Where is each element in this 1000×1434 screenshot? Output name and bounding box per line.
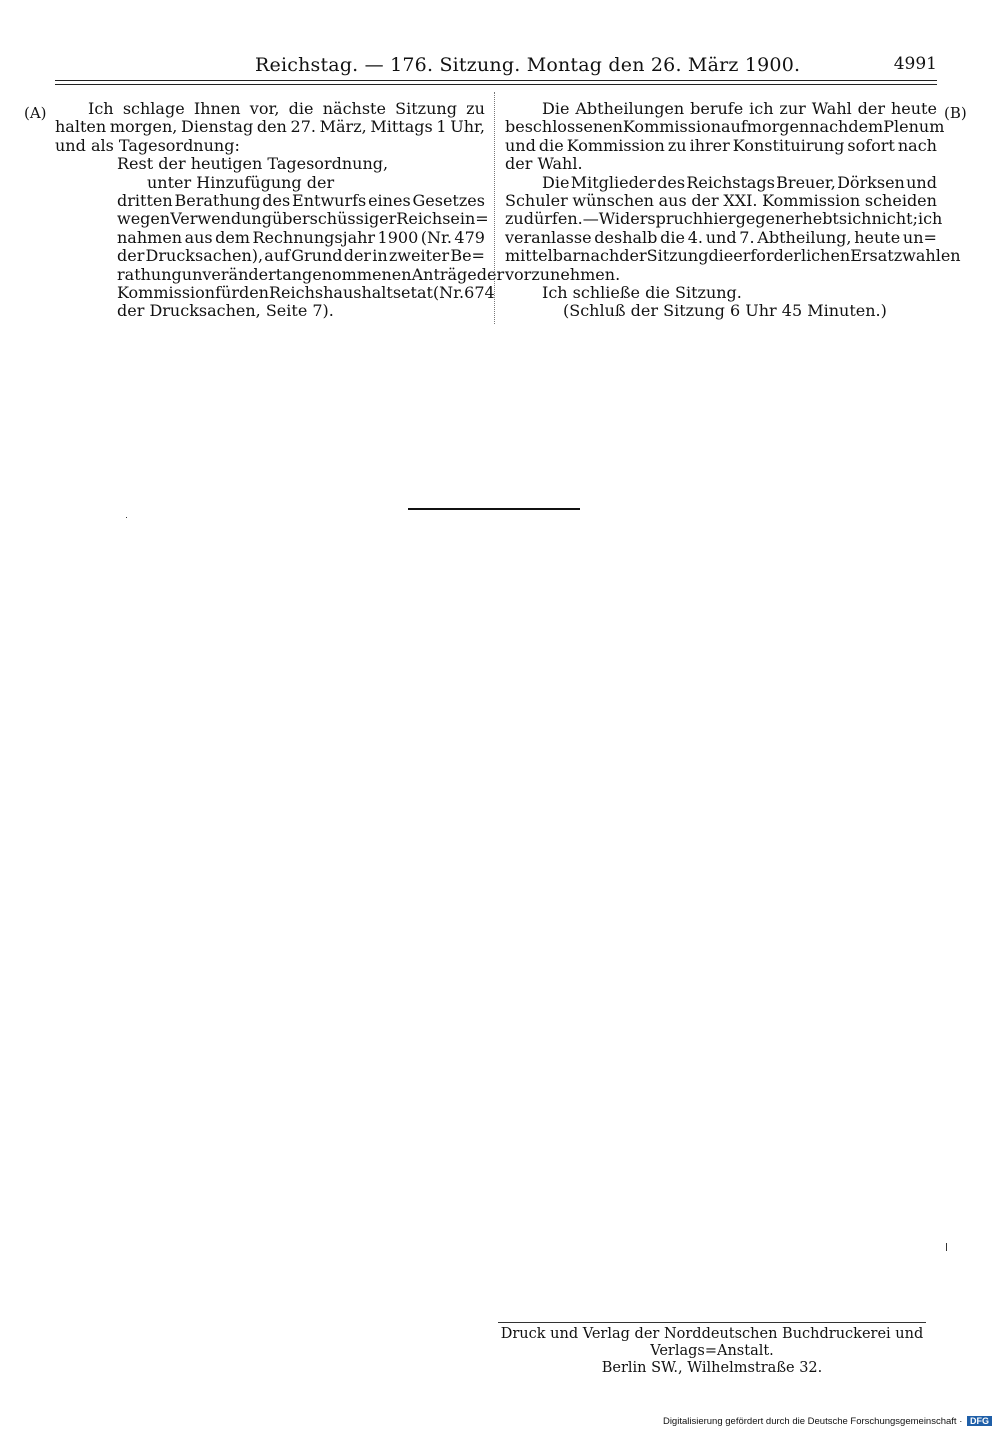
word: Berathung bbox=[174, 191, 261, 211]
text-line bbox=[55, 118, 485, 136]
text-line: und als Tagesordnung: bbox=[55, 135, 240, 155]
word: Kommission bbox=[622, 117, 721, 137]
print-speck bbox=[946, 1243, 947, 1251]
word: Kommission bbox=[117, 283, 216, 303]
word: Plenum bbox=[883, 117, 945, 137]
word: Die bbox=[542, 99, 570, 118]
text-line bbox=[55, 247, 485, 265]
word: zweiter bbox=[388, 246, 450, 266]
page-number: 4991 bbox=[893, 54, 937, 74]
word: morgen, bbox=[109, 117, 178, 137]
word: den bbox=[238, 283, 269, 303]
word: des bbox=[262, 191, 291, 211]
text-line bbox=[505, 192, 937, 210]
imprint-line: Druck und Verlag der Norddeutschen Buchdruckerei und Verlags=Anstalt. bbox=[500, 1326, 924, 1359]
word: rathung bbox=[117, 264, 182, 284]
word: Sitzung bbox=[395, 99, 457, 118]
text-line bbox=[55, 264, 505, 284]
print-speck bbox=[126, 517, 127, 518]
word: wünschen bbox=[572, 191, 654, 211]
word: scheiden bbox=[864, 191, 937, 211]
word: Ersatzwahlen bbox=[850, 246, 961, 266]
dfg-logo: DFG bbox=[967, 1416, 992, 1426]
word: aus bbox=[658, 191, 687, 211]
word: schlage bbox=[122, 99, 185, 118]
word: nächste bbox=[322, 99, 386, 118]
word: sich bbox=[838, 209, 872, 229]
word: und bbox=[705, 227, 737, 247]
text-line bbox=[55, 283, 495, 303]
header-rule-bottom bbox=[55, 84, 937, 85]
imprint-rule bbox=[498, 1322, 926, 1323]
text-line: der Wahl. bbox=[505, 154, 583, 174]
word: und bbox=[906, 172, 937, 192]
word: (Nr. bbox=[432, 283, 465, 303]
header-rule-top bbox=[55, 80, 937, 81]
word: nach bbox=[897, 135, 937, 155]
text-line: unter Hinzufügung der bbox=[147, 172, 335, 192]
word: die bbox=[288, 99, 314, 118]
word: Grund bbox=[291, 246, 343, 266]
word: der bbox=[476, 264, 505, 284]
imprint-line: Berlin SW., Wilhelmstraße 32. bbox=[601, 1360, 823, 1376]
word: aus bbox=[184, 227, 213, 247]
word: ich bbox=[917, 209, 943, 229]
page-header bbox=[55, 54, 937, 80]
word: berufe bbox=[690, 99, 744, 118]
word: (Nr. bbox=[420, 227, 452, 247]
word: und bbox=[505, 135, 536, 155]
word: Die bbox=[542, 172, 570, 192]
word: Be= bbox=[450, 246, 485, 266]
text-line bbox=[505, 246, 961, 266]
text-line: (Schluß der Sitzung 6 Uhr 45 Minuten.) bbox=[563, 301, 887, 321]
word: Schuler bbox=[505, 191, 568, 211]
word: Anträge bbox=[411, 264, 477, 284]
page-title: Reichstag. — 176. Sitzung. Montag den 26. März 1900. bbox=[255, 54, 801, 76]
column-divider bbox=[494, 92, 495, 324]
word: Ihnen bbox=[193, 99, 241, 118]
word: 4. bbox=[687, 227, 703, 247]
text-line bbox=[505, 137, 937, 155]
word: auf bbox=[264, 246, 291, 266]
text-line bbox=[505, 174, 937, 192]
word: der bbox=[117, 246, 145, 266]
word: Wahl bbox=[811, 99, 852, 118]
word: Reichshaushaltsetat bbox=[268, 283, 433, 303]
word: Rechnungsjahr bbox=[252, 227, 376, 247]
word: dritten bbox=[117, 191, 173, 211]
word: un= bbox=[902, 227, 937, 247]
word: 1900 bbox=[377, 227, 419, 247]
word: heute bbox=[890, 99, 937, 118]
word: die bbox=[538, 135, 564, 155]
word: März, bbox=[319, 117, 367, 137]
word: ihrer bbox=[689, 135, 730, 155]
word: Abtheilung, bbox=[757, 227, 852, 247]
word: morgen bbox=[746, 117, 810, 137]
word: Abtheilungen bbox=[575, 99, 685, 118]
word: der bbox=[619, 246, 647, 266]
word: zu bbox=[667, 135, 687, 155]
word: Drucksachen), bbox=[145, 246, 264, 266]
text-line bbox=[55, 229, 485, 247]
word: zu bbox=[466, 99, 485, 118]
word: deshalb bbox=[594, 227, 658, 247]
word: zu bbox=[505, 209, 524, 229]
text-line bbox=[55, 209, 489, 229]
word: mittelbar bbox=[505, 246, 581, 266]
word: in bbox=[372, 246, 388, 266]
word: nach bbox=[580, 246, 620, 266]
word: dürfen. bbox=[523, 209, 583, 229]
word: auf bbox=[721, 117, 747, 137]
word: heute bbox=[854, 227, 901, 247]
text-line bbox=[55, 100, 485, 118]
word: nach bbox=[809, 117, 849, 137]
word: 7. bbox=[739, 227, 755, 247]
word: Ich bbox=[88, 99, 114, 118]
funding-note: Digitalisierung gefördert durch die Deutsche Forschungsgemeinschaft · bbox=[662, 1416, 963, 1427]
word: erhebt bbox=[785, 209, 839, 229]
text-line: vorzunehmen. bbox=[505, 264, 621, 284]
digitization-footer bbox=[600, 1416, 992, 1427]
word: zur bbox=[779, 99, 806, 118]
word: vor, bbox=[249, 99, 280, 118]
word: dem bbox=[848, 117, 884, 137]
word: dem bbox=[215, 227, 250, 247]
word: überschüssiger bbox=[271, 209, 397, 229]
text-line bbox=[505, 117, 945, 137]
word: Sitzung bbox=[646, 246, 709, 266]
word: ich bbox=[749, 99, 774, 118]
word: den bbox=[256, 117, 287, 137]
word: beschlossenen bbox=[505, 117, 623, 137]
text-line bbox=[505, 209, 943, 229]
word: 27. bbox=[290, 117, 316, 137]
left-column bbox=[55, 99, 505, 321]
word: die bbox=[660, 227, 685, 247]
word: Reichsein= bbox=[396, 209, 489, 229]
word: Widerspruch bbox=[598, 209, 704, 229]
margin-marker-a: (A) bbox=[24, 104, 47, 122]
word: der bbox=[857, 99, 886, 118]
word: Dienstag bbox=[181, 117, 254, 137]
word: Gesetzes bbox=[412, 191, 485, 211]
text-line: der Drucksachen, Seite 7). bbox=[117, 301, 334, 321]
text-line bbox=[505, 100, 937, 118]
word: für bbox=[215, 283, 239, 303]
word: wegen bbox=[117, 209, 171, 229]
word: nahmen bbox=[117, 227, 183, 247]
word: Uhr, bbox=[450, 117, 485, 137]
word: 674 bbox=[464, 283, 495, 303]
word: Reichstags bbox=[686, 172, 775, 192]
word: Mittags bbox=[370, 117, 433, 137]
word: eines bbox=[368, 191, 411, 211]
word: der bbox=[691, 191, 719, 211]
word: Konstituirung bbox=[732, 135, 845, 155]
word: Entwurfs bbox=[292, 191, 367, 211]
word: hiergegen bbox=[703, 209, 786, 229]
right-column bbox=[505, 99, 961, 321]
word: Mitglieder bbox=[570, 172, 656, 192]
printer-imprint bbox=[498, 1326, 926, 1377]
word: die bbox=[708, 246, 734, 266]
word: Breuer, bbox=[776, 172, 836, 192]
margin-marker-b: (B) bbox=[944, 104, 967, 122]
word: halten bbox=[55, 117, 107, 137]
word: erforderlichen bbox=[733, 246, 851, 266]
text-line: Rest der heutigen Tagesordnung, bbox=[117, 154, 389, 174]
word: Kommission bbox=[762, 191, 861, 211]
text-line: Ich schließe die Sitzung. bbox=[542, 283, 742, 303]
word: sofort bbox=[847, 135, 895, 155]
word: unverändert bbox=[181, 264, 283, 284]
text-line bbox=[55, 192, 485, 210]
word: angenommenen bbox=[282, 264, 412, 284]
word: der bbox=[343, 246, 372, 266]
word: 479 bbox=[454, 227, 485, 247]
word: des bbox=[657, 172, 686, 192]
text-line bbox=[505, 229, 937, 247]
word: — bbox=[582, 209, 599, 229]
word: veranlasse bbox=[505, 227, 592, 247]
word: Kommission bbox=[566, 135, 665, 155]
word: nicht; bbox=[871, 209, 918, 229]
word: XXI. bbox=[723, 191, 758, 211]
word: Dörksen bbox=[837, 172, 905, 192]
word: Verwendung bbox=[170, 209, 272, 229]
section-separator-rule bbox=[408, 508, 580, 510]
word: 1 bbox=[436, 117, 447, 137]
